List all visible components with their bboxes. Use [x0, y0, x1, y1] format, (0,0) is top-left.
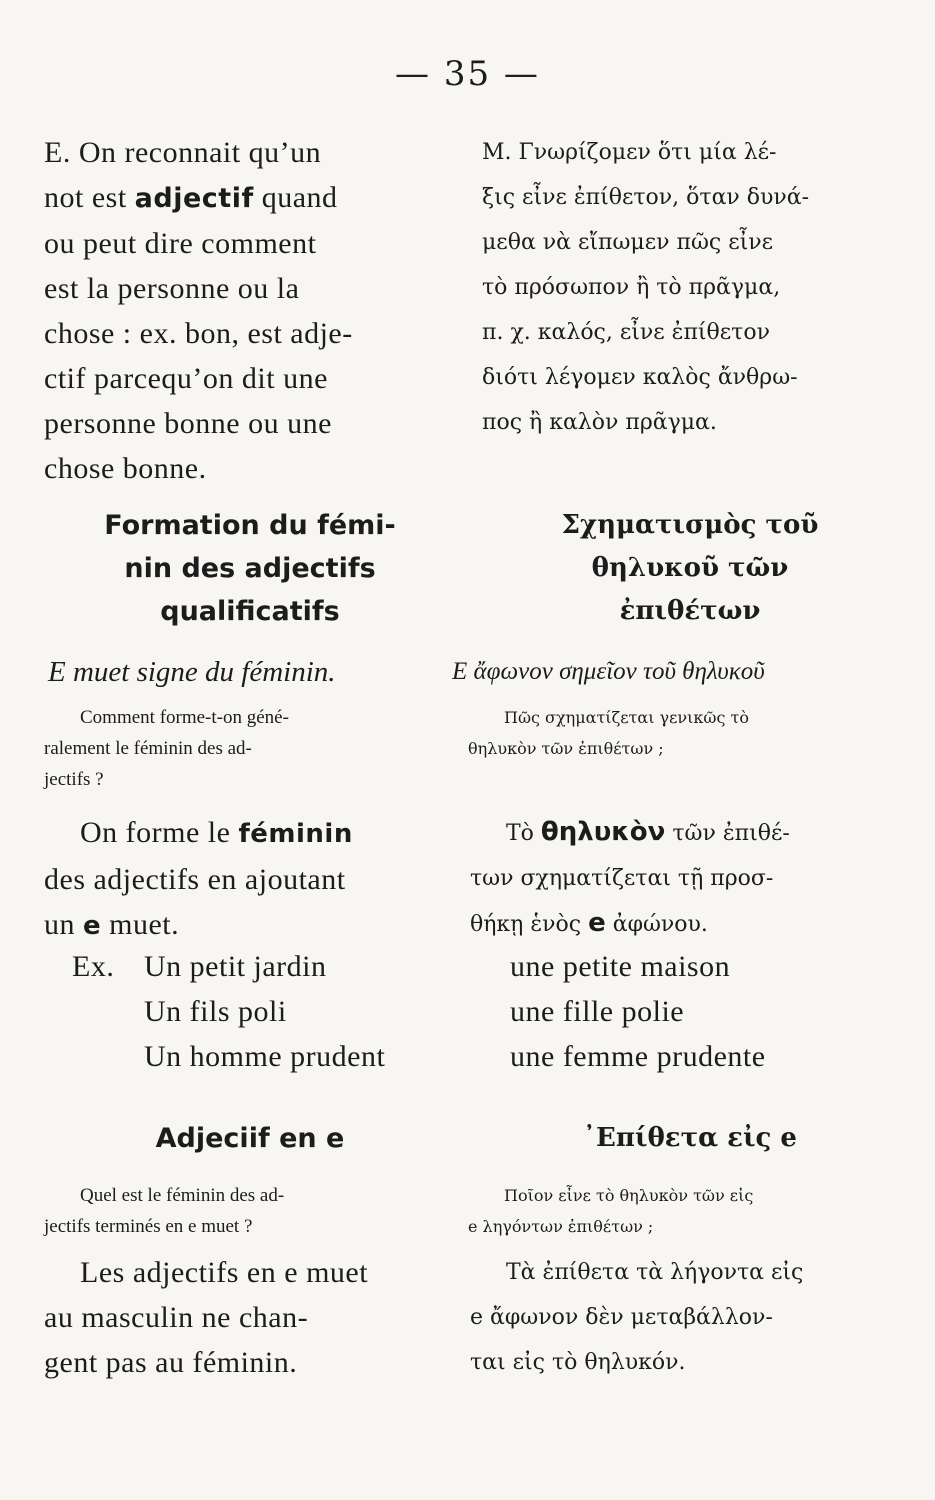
- text-line: Τὸ θηλυκὸν τῶν ἐπιθέ-: [506, 817, 790, 847]
- text-line: jectifs ?: [44, 769, 104, 790]
- text-line: Comment forme-t-on géné-: [80, 707, 289, 728]
- text-line: des adjectifs en ajoutant: [44, 863, 346, 896]
- text-line: Τὰ ἐπίθετα τὰ λήγοντα εἰς: [506, 1260, 804, 1285]
- text-line: gent pas au féminin.: [44, 1346, 298, 1379]
- text-line: Μ. Γνωρίζομεν ὅτι μία λέ-: [482, 140, 777, 165]
- text-line: jectifs terminés en e muet ?: [44, 1216, 253, 1237]
- question-gr: [468, 702, 888, 764]
- examples-label: Ex.: [72, 950, 115, 983]
- text-line: των σχηματίζεται τῇ προσ-: [470, 866, 774, 891]
- adjective-definition-gr: [482, 130, 902, 445]
- text-line: E. On reconnait qu’un: [44, 136, 322, 169]
- question-gr-2: [468, 1180, 888, 1242]
- text-line: un e muet.: [44, 908, 180, 941]
- text-line: τὸ πρόσωπον ἢ τὸ πρᾶγμα,: [482, 275, 781, 300]
- text-line: au masculin ne chan-: [44, 1301, 309, 1334]
- example-item: une femme prudente: [510, 1040, 766, 1073]
- answer-gr-2: [470, 1250, 890, 1385]
- subtitle-fr: E muet signe du féminin.: [48, 656, 336, 688]
- text-line: Ποῖον εἶνε τὸ θηλυκὸν τῶν εἰς: [504, 1186, 754, 1205]
- text-line: not est adjectif quand: [44, 181, 338, 214]
- example-item: une fille polie: [510, 995, 685, 1028]
- text-line: θηλυκὸν τῶν ἐπιθέτων ;: [468, 739, 664, 758]
- keyword-adjectif: adjectif: [134, 183, 254, 214]
- section-heading-gr-2: ᾿Επίθετα εἰς e: [583, 1123, 797, 1153]
- text-line: ξις εἶνε ἐπίθετον, ὅταν δυνά-: [482, 185, 810, 210]
- adjective-definition-fr: [44, 130, 464, 491]
- text-line: μεθα νὰ εἴπωμεν πῶς εἶνε: [482, 230, 774, 255]
- section-heading-gr: Σχηματισμὸς τοῦ θηλυκοῦ τῶν ἐπιθέτων: [561, 510, 819, 626]
- subtitle-gr: E ἄφωνον σημεῖον τοῦ θηλυκοῦ: [452, 658, 765, 685]
- question-fr: [44, 702, 464, 795]
- text-line: Πῶς σχηματίζεται γενικῶς τὸ: [504, 708, 749, 727]
- text-line: ralement le féminin des ad-: [44, 738, 252, 759]
- examples-masculine: [144, 944, 385, 1079]
- answer-gr: [470, 810, 890, 947]
- section-heading-fr: Formation du fémi- nin des adjectifs qualificatifs: [104, 510, 396, 627]
- examples-feminine: [510, 944, 766, 1079]
- text-line: διότι λέγομεν καλὸς ἄνθρω-: [482, 365, 798, 390]
- section-heading-fr-2: Adjeciif en e: [155, 1123, 345, 1154]
- example-item: une petite maison: [510, 950, 731, 983]
- text-line: Les adjectifs en e muet: [80, 1256, 369, 1289]
- question-fr-2: [44, 1180, 464, 1242]
- text-line: π. χ. καλός, εἶνε ἐπίθετον: [482, 320, 770, 345]
- text-line: πος ἢ καλὸν πρᾶγμα.: [482, 410, 717, 435]
- text-line: e ληγόντων ἐπιθέτων ;: [468, 1217, 654, 1236]
- answer-fr-2: [44, 1250, 464, 1385]
- text-line: θήκῃ ἑνὸς e ἀφώνου.: [470, 908, 708, 938]
- text-line: On forme le féminin: [80, 816, 353, 849]
- text-line: Quel est le féminin des ad-: [80, 1185, 285, 1206]
- text-line: est la personne ou la: [44, 272, 300, 305]
- text-line: chose : ex. bon, est adje-: [44, 317, 353, 350]
- text-line: personne bonne ou une: [44, 407, 332, 440]
- text-line: e ἄφωνον δὲν μεταβάλλον-: [470, 1305, 773, 1330]
- example-item: Un petit jardin: [144, 950, 327, 983]
- text-line: chose bonne.: [44, 452, 207, 485]
- page-number: — 35 —: [395, 54, 540, 94]
- example-item: Un homme prudent: [144, 1040, 386, 1073]
- example-item: Un fils poli: [144, 995, 287, 1028]
- text-line: ctif parcequ’on dit une: [44, 362, 328, 395]
- text-line: ou peut dire comment: [44, 227, 317, 260]
- text-line: ται εἰς τὸ θηλυκόν.: [470, 1350, 686, 1375]
- answer-fr: [44, 810, 464, 949]
